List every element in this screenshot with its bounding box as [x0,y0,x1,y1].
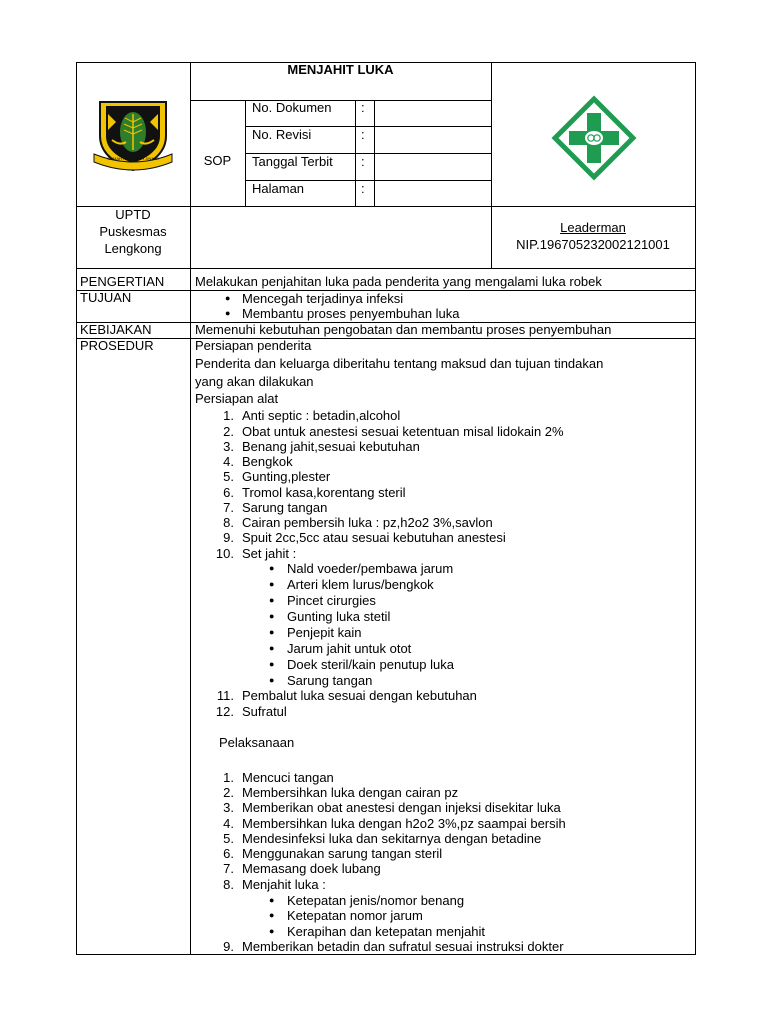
list-number: 3. [223,439,234,454]
list-number: 10. [215,546,234,561]
bullet-icon: ● [269,627,275,637]
document-title: MENJAHIT LUKA [287,62,394,77]
set-jahit-item: Sarung tangan [287,673,373,688]
puskesmas-logo [551,95,637,181]
pelaksanaan-item: Menjahit luka : [242,877,326,892]
persiapan-alat-heading: Persiapan alat [195,391,279,406]
set-jahit-item: Pincet cirurgies [287,593,376,608]
org-uptd: UPTD [115,207,151,222]
kebijakan-label: KEBIJAKAN [80,322,152,337]
prosedur-label: PROSEDUR [80,338,154,353]
menjahit-sub-item: Ketepatan jenis/nomor benang [287,893,465,908]
bullet-icon: ● [225,308,231,318]
pelaksanaan-item: Memberikan obat anestesi dengan injeksi disekitar luka [242,800,561,815]
tujuan-item: Membantu proses penyembuhan luka [242,306,460,321]
alat-item: Sarung tangan [242,500,328,515]
kebijakan-text: Memenuhi kebutuhan pengobatan dan membantu proses penyembuhan [195,322,612,337]
alat-item: Cairan pembersih luka : pz,h2o2 3%,savlon [242,515,493,530]
bullet-icon: ● [269,611,275,621]
bullet-icon: ● [269,595,275,605]
menjahit-sub-item: Kerapihan dan ketepatan menjahit [287,924,486,939]
list-number: 8. [223,515,234,530]
persiapan-penderita-heading: Persiapan penderita [195,338,312,353]
pelaksanaan-item: Mendesinfeksi luka dan sekitarnya dengan betadine [242,831,542,846]
bullet-icon: ● [269,659,275,669]
bullet-icon: ● [269,579,275,589]
list-number: 4. [223,816,234,831]
bullet-icon: ● [269,910,275,920]
alat-item: Tromol kasa,korentang steril [242,485,406,500]
list-number: 5. [223,831,234,846]
alat-item: Anti septic : betadin,alcohol [242,408,401,423]
list-number: 4. [223,454,234,469]
meta-sep: : [361,154,365,169]
pelaksanaan-item: Memberikan betadin dan sufratul sesuai instruksi dokter [242,939,564,954]
signer-name: Leaderman [560,220,626,235]
alat-item: Spuit 2cc,5cc atau sesuai kebutuhan anestesi [242,530,506,545]
bullet-icon: ● [269,563,275,573]
list-number: 9. [223,939,234,954]
list-number: 1. [223,770,234,785]
pengertian-label: PENGERTIAN [80,274,165,289]
meta-label-no-revisi: No. Revisi [252,127,312,142]
pelaksanaan-item: Membersihkan luka dengan cairan pz [242,785,459,800]
alat-item: Sufratul [242,704,287,719]
list-number: 1. [223,408,234,423]
logo-motto: GEMAH RIPAH LOH JINAWI [107,156,159,161]
org-puskesmas: Puskesmas [99,224,167,239]
list-number: 11. [216,688,234,703]
meta-sep: : [361,181,365,196]
bullet-icon: ● [269,675,275,685]
bullet-icon: ● [269,895,275,905]
signer-nip: NIP.196705232002121001 [516,237,670,252]
meta-sep: : [361,127,365,142]
tujuan-label: TUJUAN [80,290,132,305]
list-number: 6. [223,846,234,861]
pengertian-text: Melakukan penjahitan luka pada penderita yang mengalami luka robek [195,274,602,289]
pelaksanaan-item: Memasang doek lubang [242,861,381,876]
alat-item: Gunting,plester [242,469,331,484]
set-jahit-item: Gunting luka stetil [287,609,391,624]
meta-label-no-dokumen: No. Dokumen [252,100,332,115]
list-number: 3. [223,800,234,815]
list-number: 9. [223,530,234,545]
penderita-text-line: yang akan dilakukan [195,374,314,389]
penderita-text-line: Penderita dan keluarga diberitahu tentang maksud dan tujuan tindakan [195,356,604,371]
bullet-icon: ● [225,293,231,303]
meta-sep: : [361,100,365,115]
list-number: 2. [223,785,234,800]
alat-item: Bengkok [242,454,293,469]
meta-label-halaman: Halaman [252,181,305,196]
menjahit-sub-item: Ketepatan nomor jarum [287,908,423,923]
pelaksanaan-item: Menggunakan sarung tangan steril [242,846,443,861]
pelaksanaan-item: Membersihkan luka dengan h2o2 3%,pz saampai bersih [242,816,566,831]
alat-item: Benang jahit,sesuai kebutuhan [242,439,420,454]
alat-item: Obat untuk anestesi sesuai ketentuan misal lidokain 2% [242,424,564,439]
tujuan-item: Mencegah terjadinya infeksi [242,291,404,306]
set-jahit-item: Doek steril/kain penutup luka [287,657,454,672]
list-number: 7. [223,861,234,876]
list-number: 6. [223,485,234,500]
alat-item: Pembalut luka sesuai dengan kebutuhan [242,688,477,703]
alat-item: Set jahit : [242,546,297,561]
pelaksanaan-heading: Pelaksanaan [219,735,295,750]
bullet-icon: ● [269,643,275,653]
set-jahit-item: Arteri klem lurus/bengkok [287,577,434,592]
set-jahit-item: Jarum jahit untuk otot [287,641,412,656]
list-number: 2. [223,424,234,439]
set-jahit-item: Nald voeder/pembawa jarum [287,561,454,576]
meta-label-tanggal-terbit: Tanggal Terbit [252,154,333,169]
org-lengkong: Lengkong [104,241,162,256]
list-number: 12. [215,704,234,719]
list-number: 7. [223,500,234,515]
bullet-icon: ● [269,926,275,936]
set-jahit-item: Penjepit kain [287,625,362,640]
sop-label: SOP [203,153,232,168]
pelaksanaan-item: Mencuci tangan [242,770,334,785]
list-number: 5. [223,469,234,484]
list-number: 8. [223,877,234,892]
regency-emblem-logo [92,96,174,174]
